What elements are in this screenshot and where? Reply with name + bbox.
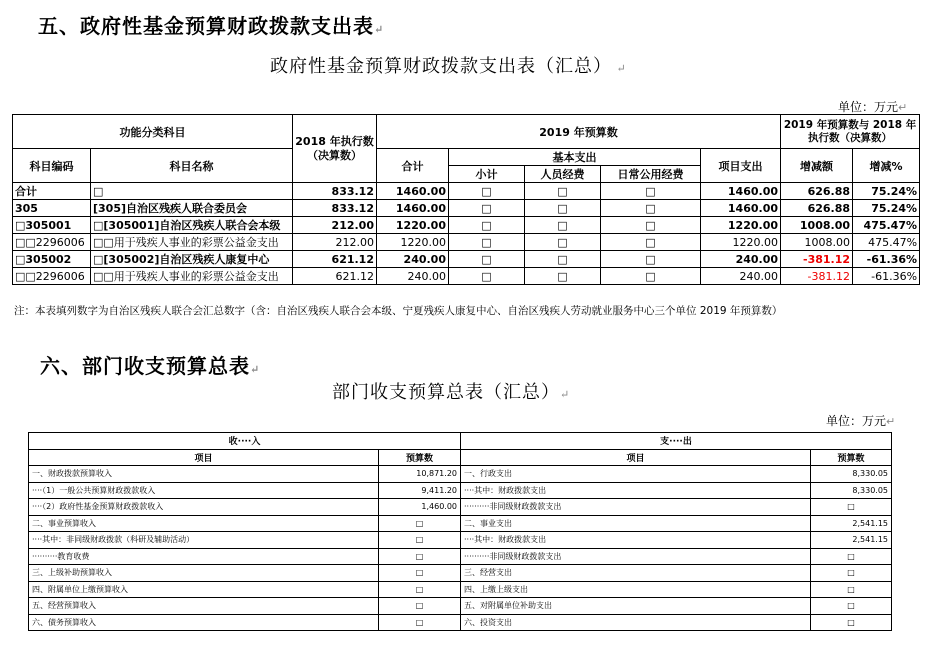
cell-name: □□用于残疾人事业的彩票公益金支出 (91, 234, 293, 251)
cell-per: □ (525, 183, 601, 200)
hdr-compare: 2019 年预算数与 2018 年执行数（决算数） (781, 115, 920, 149)
cell-total: 1460.00 (377, 200, 449, 217)
table-row (13, 217, 920, 234)
govfund-expense-table (12, 114, 920, 285)
cell-prev: 621.12 (293, 268, 377, 285)
cell-in-item: ····（1）一般公共预算财政拨款收入 (29, 482, 379, 499)
cell-out-val: 2,541.15 (811, 532, 892, 549)
hdr-basic: 基本支出 (449, 149, 701, 166)
table-row (29, 581, 892, 598)
cell-rate: 475.47% (853, 234, 920, 251)
cell-in-item: 六、债务预算收入 (29, 614, 379, 631)
table-row (29, 482, 892, 499)
hdr-total: 合计 (377, 149, 449, 183)
cell-sub: □ (449, 183, 525, 200)
table-row (29, 598, 892, 615)
cell-out-val: □ (811, 598, 892, 615)
table-row (13, 234, 920, 251)
hdr-personnel: 人员经费 (525, 166, 601, 183)
cell-out-item: ··········非同级财政拨款支出 (461, 548, 811, 565)
cell-prev: 212.00 (293, 234, 377, 251)
expense-header: 支····出 (461, 433, 892, 450)
cell-out-val: 8,330.05 (811, 466, 892, 483)
cell-daily: □ (601, 217, 701, 234)
cell-sub: □ (449, 251, 525, 268)
hdr-budget2019: 2019 年预算数 (377, 115, 781, 149)
cell-in-val: □ (379, 548, 461, 565)
cell-per: □ (525, 251, 601, 268)
cell-total: 1460.00 (377, 183, 449, 200)
table2-title: 部门收支预算总表（汇总）↵ (332, 382, 571, 403)
table-row (13, 200, 920, 217)
cell-out-item: ··········非同级财政拨款支出 (461, 499, 811, 516)
cell-rate: 475.47% (853, 217, 920, 234)
cell-sub: □ (449, 234, 525, 251)
cell-in-val: 9,411.20 (379, 482, 461, 499)
cell-out-item: ····其中：财政拨款支出 (461, 532, 811, 549)
hdr-project: 项目支出 (701, 149, 781, 183)
cell-prev: 833.12 (293, 200, 377, 217)
cell-daily: □ (601, 183, 701, 200)
cell-in-item: ··········教育收费 (29, 548, 379, 565)
table1-title: 政府性基金预算财政拨款支出表（汇总） ↵ (270, 56, 627, 77)
hdr-subtotal: 小计 (449, 166, 525, 183)
cell-rate: 75.24% (853, 183, 920, 200)
cell-in-item: ····（2）政府性基金预算财政拨款收入 (29, 499, 379, 516)
dept-budget-summary-table (28, 432, 892, 631)
income-item-label: 项目 (29, 449, 379, 466)
cell-proj: 1460.00 (701, 200, 781, 217)
cell-diff: 626.88 (781, 200, 853, 217)
cell-code: 305 (13, 200, 91, 217)
cell-out-item: ····其中：财政拨款支出 (461, 482, 811, 499)
cell-code: □305001 (13, 217, 91, 234)
cell-proj: 240.00 (701, 251, 781, 268)
cell-per: □ (525, 234, 601, 251)
cell-out-item: 五、对附属单位补助支出 (461, 598, 811, 615)
table2-unit: 单位：万元↵ (826, 414, 896, 428)
cell-sub: □ (449, 217, 525, 234)
table-row (29, 532, 892, 549)
cell-in-item: 三、上级补助预算收入 (29, 565, 379, 582)
cell-diff: -381.12 (781, 251, 853, 268)
table-row (29, 565, 892, 582)
hdr-code: 科目编码 (13, 149, 91, 183)
cell-out-val: 2,541.15 (811, 515, 892, 532)
cell-daily: □ (601, 234, 701, 251)
cell-code: □□2296006 (13, 234, 91, 251)
cell-in-val: □ (379, 598, 461, 615)
cell-rate: 75.24% (853, 200, 920, 217)
cell-code: □□2296006 (13, 268, 91, 285)
hdr-func-class: 功能分类科目 (13, 115, 293, 149)
cell-rate: -61.36% (853, 251, 920, 268)
cell-proj: 1460.00 (701, 183, 781, 200)
cell-code: 合计 (13, 183, 91, 200)
cell-sub: □ (449, 268, 525, 285)
table-row (13, 251, 920, 268)
cell-prev: 833.12 (293, 183, 377, 200)
table1-unit: 单位：万元↵ (838, 100, 908, 114)
cell-in-val: 10,871.20 (379, 466, 461, 483)
cell-sub: □ (449, 200, 525, 217)
cell-name: □[305001]自治区残疾人联合会本级 (91, 217, 293, 234)
cell-name: □[305002]自治区残疾人康复中心 (91, 251, 293, 268)
cell-diff: 1008.00 (781, 217, 853, 234)
cell-diff: 1008.00 (781, 234, 853, 251)
cell-diff: -381.12 (781, 268, 853, 285)
section6-heading: 六、部门收支预算总表↵ (40, 354, 261, 378)
cell-total: 1220.00 (377, 234, 449, 251)
table-row (29, 614, 892, 631)
cell-out-item: 六、投资支出 (461, 614, 811, 631)
cell-in-val: □ (379, 532, 461, 549)
cell-out-val: □ (811, 548, 892, 565)
cell-out-val: □ (811, 499, 892, 516)
cell-proj: 240.00 (701, 268, 781, 285)
hdr-prev-exec: 2018 年执行数（决算数） (293, 115, 377, 183)
cell-out-val: □ (811, 614, 892, 631)
cell-per: □ (525, 217, 601, 234)
table-row (13, 268, 920, 285)
table-row (29, 515, 892, 532)
section5-heading: 五、政府性基金预算财政拨款支出表↵ (38, 14, 385, 38)
cell-in-item: 四、附属单位上缴预算收入 (29, 581, 379, 598)
cell-rate: -61.36% (853, 268, 920, 285)
cell-in-item: 一、财政拨款预算收入 (29, 466, 379, 483)
cell-out-item: 三、经营支出 (461, 565, 811, 582)
expense-item-label: 项目 (461, 449, 811, 466)
income-header: 收····入 (29, 433, 461, 450)
cell-out-item: 一、行政支出 (461, 466, 811, 483)
cell-in-item: 二、事业预算收入 (29, 515, 379, 532)
cell-daily: □ (601, 200, 701, 217)
cell-out-val: □ (811, 565, 892, 582)
cell-per: □ (525, 268, 601, 285)
cell-daily: □ (601, 268, 701, 285)
cell-proj: 1220.00 (701, 217, 781, 234)
cell-proj: 1220.00 (701, 234, 781, 251)
hdr-daily: 日常公用经费 (601, 166, 701, 183)
cell-prev: 621.12 (293, 251, 377, 268)
cell-prev: 212.00 (293, 217, 377, 234)
table-row (29, 548, 892, 565)
cell-total: 240.00 (377, 251, 449, 268)
cell-out-val: □ (811, 581, 892, 598)
hdr-rate: 增减% (853, 149, 920, 183)
cell-in-item: 五、经营预算收入 (29, 598, 379, 615)
table1-note: 注：本表填列数字为自治区残疾人联合会汇总数字（含：自治区残疾人联合会本级、宁夏残疾人康复中心、自治区残疾人劳动就业服务中心三个单位 2019 年预算数） (14, 305, 783, 317)
cell-in-val: □ (379, 515, 461, 532)
cell-name: [305]自治区残疾人联合委员会 (91, 200, 293, 217)
cell-total: 240.00 (377, 268, 449, 285)
cell-name: □□用于残疾人事业的彩票公益金支出 (91, 268, 293, 285)
cell-in-val: 1,460.00 (379, 499, 461, 516)
table-row (13, 183, 920, 200)
cell-out-val: 8,330.05 (811, 482, 892, 499)
hdr-name: 科目名称 (91, 149, 293, 183)
cell-in-val: □ (379, 565, 461, 582)
cell-diff: 626.88 (781, 183, 853, 200)
expense-budget-label: 预算数 (811, 449, 892, 466)
cell-total: 1220.00 (377, 217, 449, 234)
cell-per: □ (525, 200, 601, 217)
table-row (29, 466, 892, 483)
cell-in-val: □ (379, 581, 461, 598)
cell-daily: □ (601, 251, 701, 268)
cell-out-item: 二、事业支出 (461, 515, 811, 532)
cell-in-item: ····其中：非同级财政拨款（科研及辅助活动） (29, 532, 379, 549)
cell-name: □ (91, 183, 293, 200)
cell-out-item: 四、上缴上级支出 (461, 581, 811, 598)
income-budget-label: 预算数 (379, 449, 461, 466)
hdr-diff: 增减额 (781, 149, 853, 183)
cell-code: □305002 (13, 251, 91, 268)
cell-in-val: □ (379, 614, 461, 631)
table-row (29, 499, 892, 516)
